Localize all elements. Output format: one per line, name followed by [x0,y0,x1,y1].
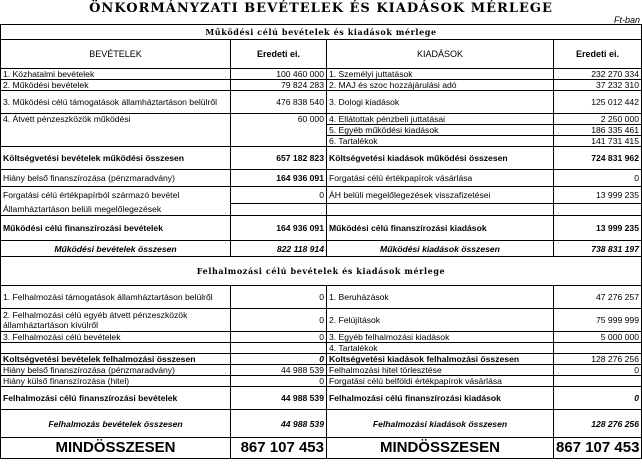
expense-value: 13 999 235 [554,187,642,204]
expense-label: Felhalmozási kiadások összesen [327,410,554,438]
revenue-label: Működési célú finanszírozási bevételek [1,216,231,241]
expense-label: Működési kiadások összesen [327,241,554,257]
expense-value: 47 276 257 [554,286,642,309]
total-row [1,410,642,438]
expense-label: 2. Felújítások [327,309,554,332]
expense-value: 128 276 256 [554,354,642,365]
revenue-value: 822 118 914 [231,241,327,257]
revenue-value: 44 988 539 [231,387,327,410]
subtotal-row [1,354,642,365]
expense-column-header: KIADÁSOK [327,40,554,69]
expense-label: 3. Egyéb felhalmozási kiadások [327,332,554,343]
table-row [1,286,642,309]
revenue-label: 1. Közhatalmi bevételek [1,69,231,80]
table-row [1,170,642,187]
subtotal-row [1,147,642,170]
expense-value: 141 731 415 [554,136,642,147]
revenue-value: 0 [231,187,327,204]
expense-value: 0 [554,365,642,376]
expense-value: 75 999 999 [554,309,642,332]
grand-total-revenue-value: 867 107 453 [231,438,327,459]
section-capital-title: Felhalmozási célú bevételek és kiadások mérlege [1,257,642,286]
page-title: ÖNKORMÁNYZATI BEVÉTELEK ÉS KIADÁSOK MÉRLEGE [89,1,553,16]
expense-value: 0 [554,387,642,410]
expense-value: 37 232 310 [554,80,642,91]
revenue-value: 100 460 000 [231,69,327,80]
revenue-label: 1. Felhalmozási támogatások államháztartáson belülről [1,286,231,309]
expense-label: 3. Dologi kiadások [327,91,554,114]
revenue-column-header: BEVÉTELEK [1,40,231,69]
total-row [1,241,642,257]
revenue-label: Államháztartáson belüli megelőlegezések [1,204,231,216]
revenue-value: 0 [231,354,327,365]
expense-value: 232 270 334 [554,69,642,80]
revenue-label: Hiány belső finanszírozása (pénzmaradvány) [1,365,231,376]
revenue-value: 476 838 540 [231,91,327,114]
balance-table [0,24,642,459]
revenue-value: 44 988 539 [231,365,327,376]
revenue-label: 3. Felhalmozási célú bevételek [1,332,231,343]
table-row [1,136,642,147]
revenue-label: Működési bevételek összesen [1,241,231,257]
table-row [1,376,642,387]
revenue-label: 3. Működési célú támogatások államháztartáson belülről [1,91,231,114]
revenue-value: 0 [231,376,327,387]
table-row [1,69,642,80]
expense-label: Felhalmozási célú finanszírozási kiadások [327,387,554,410]
revenue-value: 0 [231,309,327,332]
expense-label: Koltségvetési kiadások felhalmozási összesen [327,354,554,365]
table-row [1,91,642,114]
table-row [1,309,642,332]
section-operating-title: Működési célú bevételek és kiadások mérlege [1,25,642,40]
grand-total-row [1,438,642,459]
expense-original-header: Eredeti ei. [554,40,642,69]
revenue-label: Koltségvetési bevételek felhalmozási összesen [1,354,231,365]
expense-label: Költségvetési kiadások működési összesen [327,147,554,170]
revenue-value: 60 000 [231,114,327,125]
revenue-label: 4. Átvett pénzeszközök működési [1,114,231,125]
revenue-label: Forgatási célú értékpapírból származó bevétel [1,187,231,204]
table-row [1,187,642,204]
expense-label: 4. Tartalékok [327,343,554,354]
expense-label: 1. Beruházások [327,286,554,309]
table-row [1,80,642,91]
table-row [1,114,642,125]
expense-value: 0 [554,170,642,187]
revenue-value: 164 936 091 [231,170,327,187]
expense-value: 186 335 461 [554,125,642,136]
table-row [1,343,642,354]
grand-total-expense-value: 867 107 453 [554,438,642,459]
revenue-value: 164 936 091 [231,216,327,241]
revenue-label: Hiány külső finanszírozása (hitel) [1,376,231,387]
revenue-label: 2. Felhalmozási célú egyéb átvett pénzeszközök államháztartáson kívülről [1,309,231,332]
table-row [1,332,642,343]
expense-value: 13 999 235 [554,216,642,241]
revenue-value: 0 [231,286,327,309]
grand-total-expense-label: MINDÖSSZESEN [327,438,554,459]
expense-label: 4. Ellátottak pénzbeli juttatásai [327,114,554,125]
revenue-label: Költségvetési bevételek működési összesen [1,147,231,170]
currency-unit: Ft-ban [613,15,640,25]
revenue-value: 79 824 283 [231,80,327,91]
expense-label: Felhalmozási hitel törlesztése [327,365,554,376]
expense-label: 1. Személyi juttatások [327,69,554,80]
grand-total-revenue-label: MINDÖSSZESEN [1,438,231,459]
revenue-value: 657 182 823 [231,147,327,170]
expense-label: 5. Egyéb működési kiadások [327,125,554,136]
expense-value: 2 250 000 [554,114,642,125]
revenue-label: Felhalmozás bevételek összesen [1,410,231,438]
expense-value: 738 831 197 [554,241,642,257]
expense-value: 5 000 000 [554,332,642,343]
revenue-label: Hiány belső finanszírozása (pénzmaradvány) [1,170,231,187]
subtotal-row [1,387,642,410]
revenue-original-header: Eredeti ei. [231,40,327,69]
table-row [1,125,642,136]
expense-label: 2. MAJ és szoc hozzájárulási adó [327,80,554,91]
expense-label: Forgatási célú belföldi értékpapírok vásárlása [327,376,554,387]
expense-value: 125 012 442 [554,91,642,114]
revenue-label: 2. Működési bevételek [1,80,231,91]
subtotal-row [1,216,642,241]
table-row [1,365,642,376]
section-operating-header [1,25,642,40]
column-header-row [1,40,642,69]
expense-value: 128 276 256 [554,410,642,438]
expense-value: 724 831 962 [554,147,642,170]
expense-label: 6. Tartalékok [327,136,554,147]
section-capital-header [1,257,642,286]
expense-label: Forgatási célú értékpapírok vásárlása [327,170,554,187]
expense-label: Működési célú finanszírozási kiadások [327,216,554,241]
revenue-value: 44 988 539 [231,410,327,438]
revenue-label: Felhalmozási célú finanszírozási bevételek [1,387,231,410]
expense-label: ÁH belüli megelőlegezések visszafizetései [327,187,554,204]
revenue-value: 0 [231,332,327,343]
table-row [1,204,642,216]
